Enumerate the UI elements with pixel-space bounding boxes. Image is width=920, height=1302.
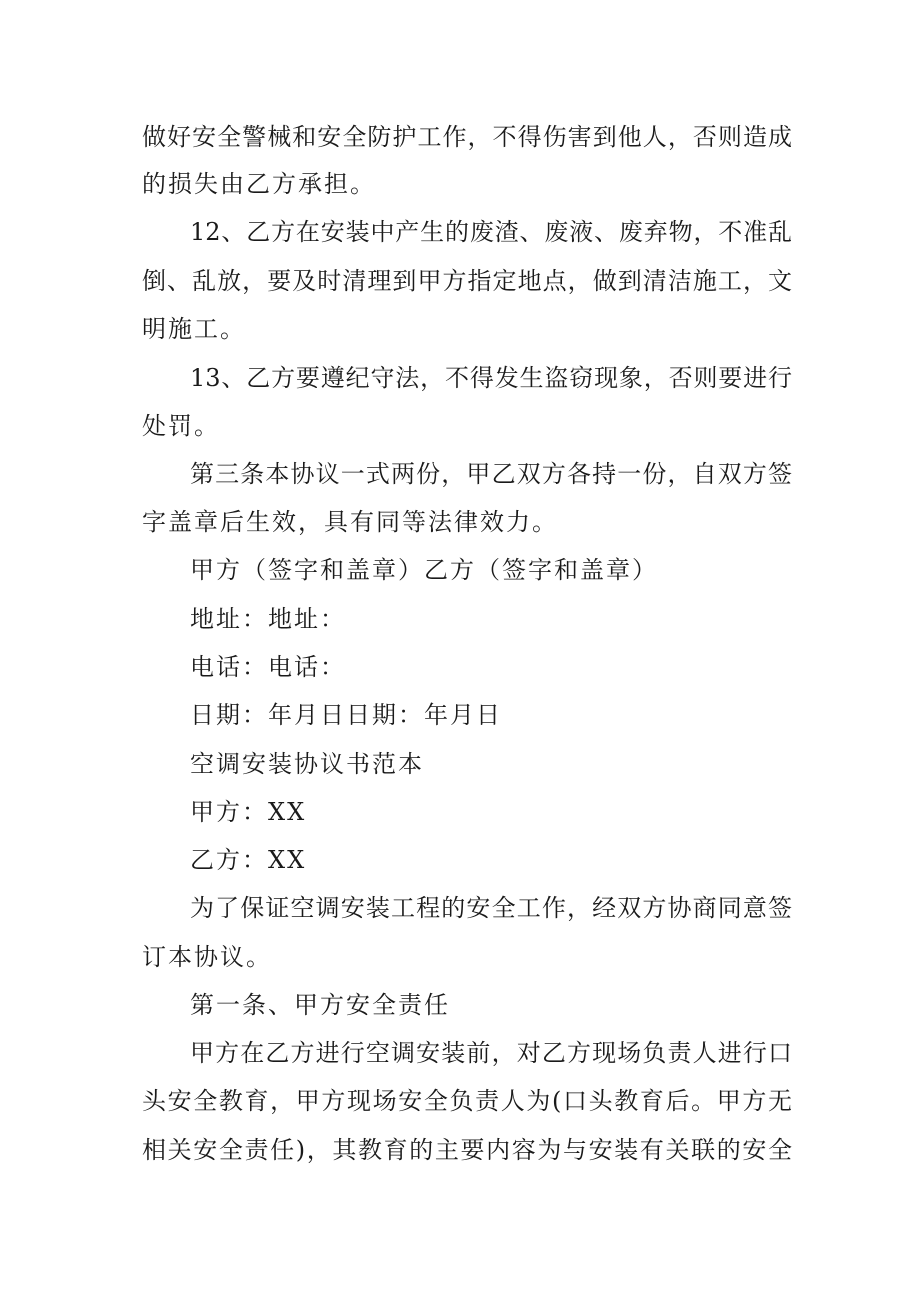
text-line: 做好安全警械和安全防护工作，不得伤害到他人，否则造成 — [142, 123, 792, 151]
document-title: 空调安装协议书范本 — [190, 750, 424, 778]
text-line: 为了保证空调安装工程的安全工作，经双方协商同意签 — [190, 894, 792, 922]
text-line: 相关安全责任)，其教育的主要内容为与安装有关联的安全 — [142, 1136, 792, 1164]
section-heading: 第一条、甲方安全责任 — [190, 991, 450, 1019]
text-line: 头安全教育，甲方现场安全负责人为(口头教育后。甲方无 — [142, 1087, 792, 1115]
text-line: 倒、乱放，要及时清理到甲方指定地点，做到清洁施工，文 — [142, 267, 792, 295]
text-line: 甲方（签字和盖章）乙方（签字和盖章） — [190, 556, 658, 584]
text-line: 明施工。 — [142, 315, 246, 343]
text-line: 第三条本协议一式两份，甲乙双方各持一份，自双方签 — [190, 460, 792, 488]
text-line: 电话：电话： — [190, 653, 346, 681]
text-line: 日期：年月日日期：年月日 — [190, 701, 502, 729]
text-line: 订本协议。 — [142, 943, 272, 971]
text-line: 的损失由乙方承担。 — [142, 170, 376, 198]
text-line: 13、乙方要遵纪守法，不得发生盗窃现象，否则要进行 — [190, 364, 792, 392]
text-line: 字盖章后生效，具有同等法律效力。 — [142, 508, 558, 536]
text-line: 甲方在乙方进行空调安装前，对乙方现场负责人进行口 — [190, 1039, 792, 1067]
text-line: 处罚。 — [142, 412, 220, 440]
text-line: 乙方：XX — [190, 846, 307, 874]
text-line: 地址：地址： — [190, 605, 346, 633]
text-line: 12、乙方在安装中产生的废渣、废液、废弃物，不准乱 — [190, 218, 792, 246]
text-line: 甲方：XX — [190, 798, 307, 826]
